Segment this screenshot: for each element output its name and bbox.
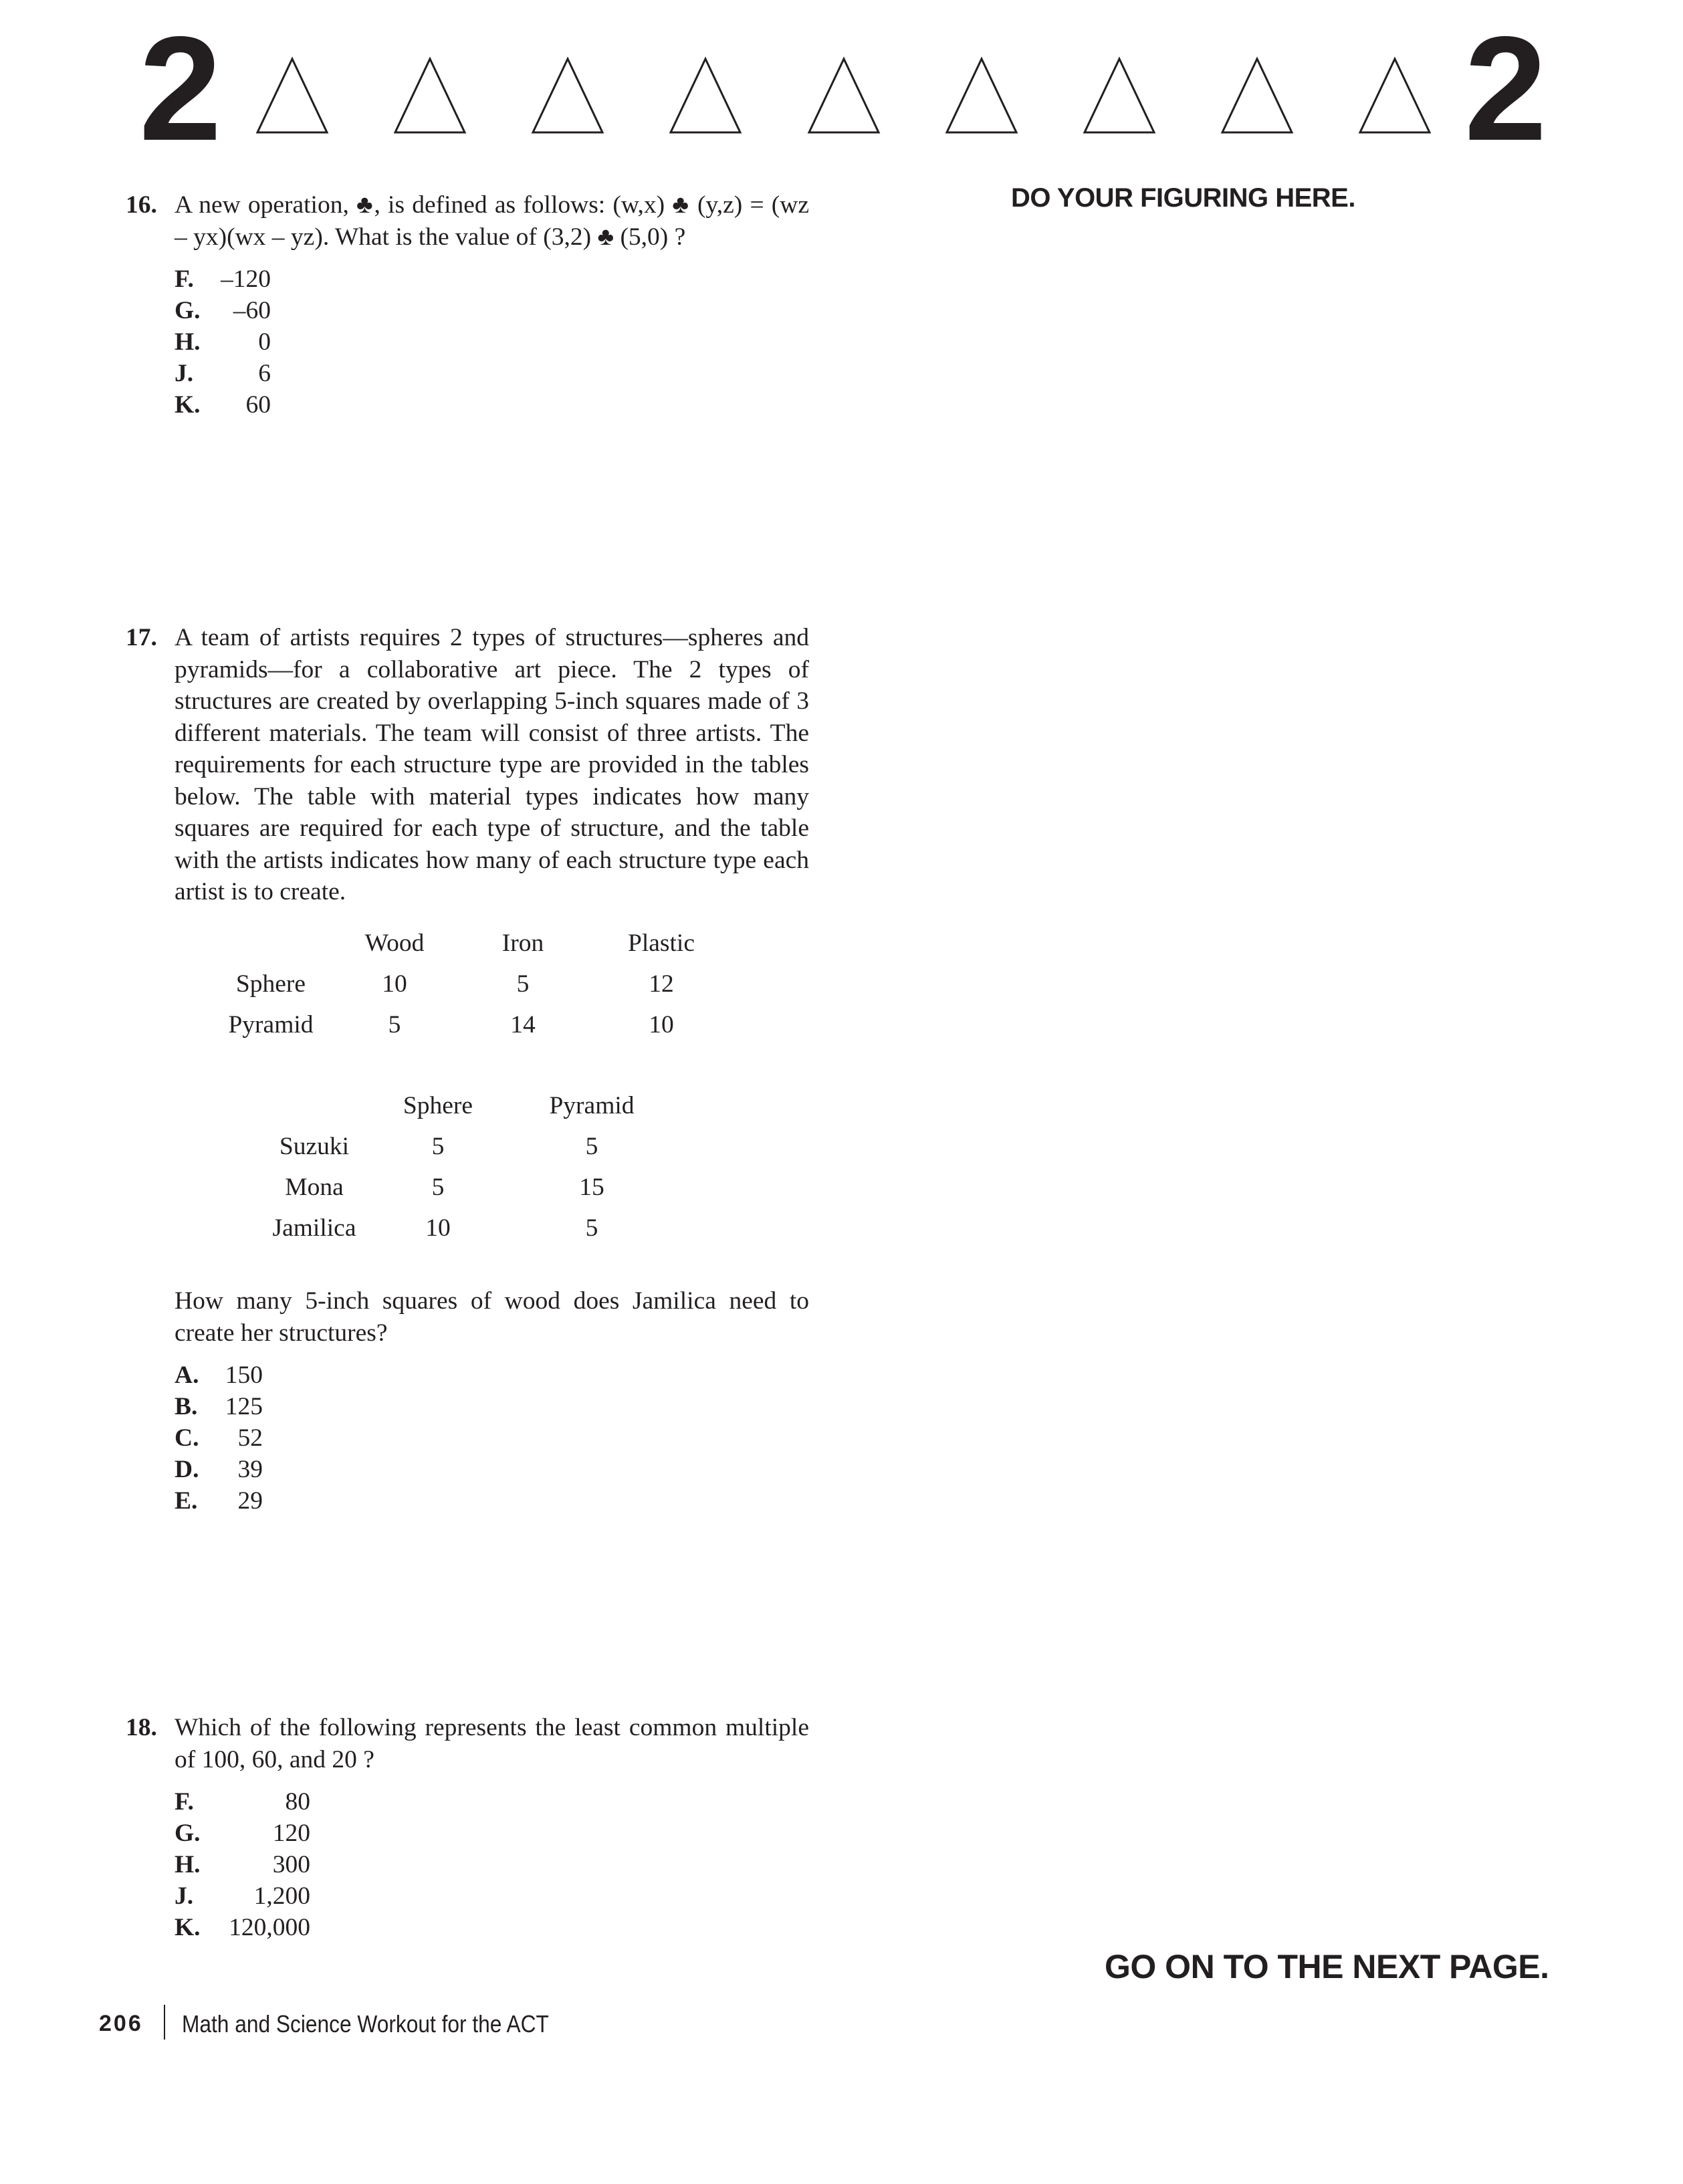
choice-value: –120: [221, 265, 271, 293]
table-cell: 10: [649, 1011, 674, 1039]
table-cell: 10: [425, 1214, 451, 1242]
choice-value: 52: [237, 1424, 263, 1452]
answer-choice[interactable]: [175, 263, 809, 295]
choice-letter: H.: [175, 328, 201, 356]
answer-choice[interactable]: [175, 1485, 809, 1517]
answer-choices: [175, 1786, 809, 1943]
table-header-cell: [214, 923, 328, 964]
choice-letter: H.: [175, 1851, 201, 1878]
table-cell: 10: [382, 970, 407, 998]
choice-letter: F.: [175, 1788, 194, 1816]
choice-letter: A.: [175, 1361, 199, 1389]
triangle-icon: [1220, 56, 1295, 135]
choice-letter: D.: [175, 1456, 199, 1483]
choice-value: 0: [258, 328, 271, 356]
choice-letter: G.: [175, 1820, 201, 1847]
question-16: [126, 189, 809, 421]
choice-letter: K.: [175, 1914, 201, 1941]
question-number: 18.: [126, 1714, 157, 1741]
table-cell: Suzuki: [279, 1133, 350, 1160]
triangle-icon: [255, 56, 330, 135]
answer-choice[interactable]: [175, 295, 809, 326]
triangle-icon: [806, 56, 881, 135]
table-header-cell: [257, 1085, 371, 1126]
answer-choice[interactable]: [175, 1391, 809, 1422]
answer-choice[interactable]: [175, 1786, 809, 1818]
question-18: [126, 1712, 809, 1943]
answer-choice[interactable]: [175, 1849, 809, 1880]
page-number: 206: [99, 2011, 143, 2036]
choice-value: 300: [272, 1851, 310, 1878]
next-page-label: GO ON TO THE NEXT PAGE.: [1105, 1948, 1549, 1985]
section-number-right: 2: [1464, 6, 1545, 172]
question-text: Which of the following represents the least common multiple of 100, 60, and 20 ?: [175, 1714, 809, 1773]
answer-choice[interactable]: [175, 1912, 809, 1943]
table-row: [214, 964, 738, 1004]
choice-value: 150: [225, 1361, 263, 1389]
table-row: [257, 1126, 679, 1167]
table-cell: 5: [431, 1133, 445, 1160]
triangle-icon: [944, 56, 1019, 135]
answer-choices: [175, 1359, 809, 1517]
question-text: A new operation, ♣, is defined as follows: (w,x) ♣ (y,z) = (wz – yx)(wx – yz). What is the value of (3,2) ♣ (5,0) ?: [175, 191, 809, 251]
table-cell: 5: [431, 1174, 445, 1201]
answer-choice[interactable]: [175, 1422, 809, 1454]
choice-letter: B.: [175, 1393, 198, 1420]
table-cell: 15: [579, 1174, 604, 1201]
triangle-icon: [530, 56, 605, 135]
answer-choices: [175, 263, 809, 421]
triangle-icon: [392, 56, 467, 135]
answer-choice[interactable]: [175, 1454, 809, 1485]
choice-value: 39: [237, 1456, 263, 1483]
table-row: [257, 1208, 679, 1248]
figuring-label: DO YOUR FIGURING HERE.: [1011, 183, 1355, 213]
table-cell: 5: [585, 1214, 598, 1242]
table-header-cell: Plastic: [628, 930, 695, 957]
table-header-row: [214, 923, 738, 964]
triangle-icon: [1082, 56, 1157, 135]
choice-value: 120: [272, 1820, 310, 1847]
table-header-row: [257, 1085, 679, 1126]
answer-choice[interactable]: [175, 389, 809, 421]
choice-letter: F.: [175, 265, 194, 293]
table-cell: 5: [388, 1011, 401, 1039]
table-cell: Pyramid: [228, 1011, 314, 1039]
choice-letter: G.: [175, 297, 201, 324]
materials-table: [214, 923, 738, 1045]
section-number-left: 2: [139, 6, 219, 172]
table-cell: Mona: [285, 1174, 344, 1201]
question-number: 16.: [126, 191, 157, 219]
choice-value: 60: [245, 391, 271, 419]
choice-letter: J.: [175, 1882, 194, 1910]
question-prompt: How many 5-inch squares of wood does Jamilica need to create her structures?: [175, 1287, 809, 1347]
choice-letter: C.: [175, 1424, 199, 1452]
table-cell: Sphere: [235, 970, 306, 998]
table-cell: 5: [516, 970, 530, 998]
question-text: A team of artists requires 2 types of structures—spheres and pyramids—for a collaborative art piece. The 2 types of structures are created by overlapping 5-inch squares made of 3 different materials. The team will consist of three artists. The requirements for each structure type are provided in the tables below. The table with material types indicates how many squares are required for each type of structure, and the table with the artists indicates how many of each structure type each artist is to create.: [175, 624, 809, 905]
footer-divider: [164, 2005, 165, 2040]
question-number: 17.: [126, 624, 157, 651]
table-cell: 5: [585, 1133, 598, 1160]
choice-value: 80: [285, 1788, 310, 1816]
answer-choice[interactable]: [175, 1359, 809, 1391]
choice-letter: E.: [175, 1487, 198, 1515]
book-title: Math and Science Workout for the ACT: [182, 2010, 549, 2038]
choice-value: –60: [233, 297, 271, 324]
choice-value: 6: [258, 360, 271, 387]
choice-value: 125: [225, 1393, 263, 1420]
choice-value: 1,200: [253, 1882, 310, 1910]
table-header-cell: Wood: [364, 930, 425, 957]
triangle-icon: [1357, 56, 1432, 135]
table-header-cell: Pyramid: [549, 1092, 635, 1119]
table-cell: 12: [649, 970, 674, 998]
choice-letter: K.: [175, 391, 201, 419]
table-row: [257, 1167, 679, 1208]
table-cell: 14: [510, 1011, 536, 1039]
triangle-icon: [668, 56, 743, 135]
question-17-prompt: [126, 1285, 809, 1517]
table-header-cell: Iron: [501, 930, 544, 957]
choice-letter: J.: [175, 360, 194, 387]
table-cell: Jamilica: [272, 1214, 356, 1242]
table-row: [214, 1004, 738, 1045]
answer-choice[interactable]: [175, 326, 809, 358]
answer-choice[interactable]: [175, 358, 809, 389]
answer-choice[interactable]: [175, 1880, 809, 1912]
question-17: [126, 622, 809, 908]
choice-value: 29: [237, 1487, 263, 1515]
choice-value: 120,000: [229, 1914, 310, 1941]
artists-table: [257, 1085, 679, 1248]
answer-choice[interactable]: [175, 1818, 809, 1849]
table-header-cell: Sphere: [403, 1092, 473, 1119]
